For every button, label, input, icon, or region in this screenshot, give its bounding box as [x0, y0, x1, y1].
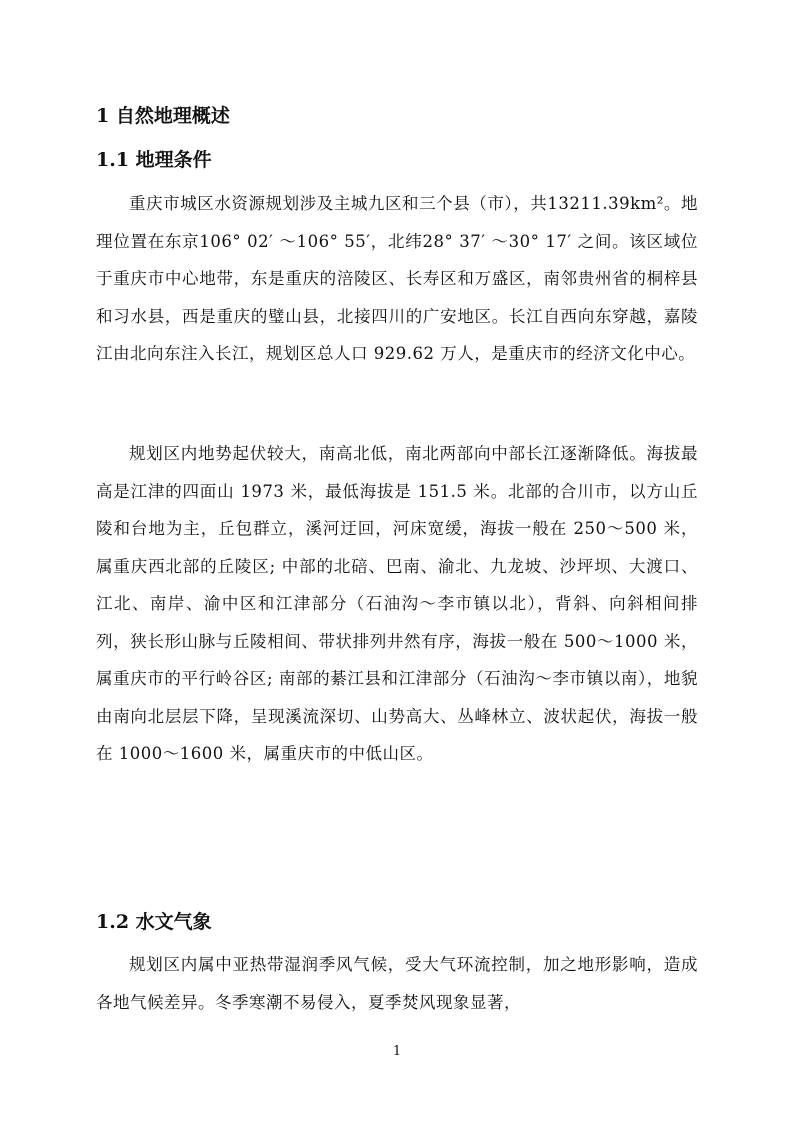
section-heading-1-2: 1.2 水文气象	[96, 911, 212, 933]
section-heading-1: 1 自然地理概述	[96, 105, 230, 127]
section-heading-1-1: 1.1 地理条件	[96, 149, 212, 171]
paragraph-geography: 重庆市城区水资源规划涉及主城九区和三个县（市），共13211.39km²。地理位置在东京106° 02′ ～106° 55′，北纬28° 37′ ～30° 17′ 之间。该区域位于重庆市中心地带，东是重庆的涪陵区、长寿区和万盛区，南邻贵州省的桐梓县和习水县，西是重庆的璧山县，北接四川的广安地区。长江自西向东穿越，嘉陵江由北向东注入长江，规划区总人口 929.62 万人，是重庆市的经济文化中心。	[96, 194, 698, 363]
paragraph-terrain: 规划区内地势起伏较大，南高北低，南北两部向中部长江逐渐降低。海拔最高是江津的四面山 1973 米，最低海拔是 151.5 米。北部的合川市，以方山丘陵和台地为主，丘包群立，溪河迂回，河床宽缓，海拔一般在 250～500 米，属重庆西北部的丘陵区; 中部的北碚、巴南、渝北、九龙坡、沙坪坝、大渡口、江北、南岸、渝中区和江津部分（石油沟～李市镇以北），背斜、向斜相间排列，狭长形山脉与丘陵相间、带状排列井然有序，海拔一般在 500～1000 米，属重庆市的平行岭谷区; 南部的綦江县和江津部分（石油沟～李市镇以南），地貌由南向北层层下降，呈现溪流深切、山势高大、丛峰林立、波状起伏，海拔一般在 1000～1600 米，属重庆市的中低山区。	[96, 444, 698, 763]
page-number: 1	[392, 1044, 402, 1059]
paragraph-climate: 规划区内属中亚热带湿润季风气候，受大气环流控制，加之地形影响，造成各地气候差异。冬季寒潮不易侵入，夏季焚风现象显著，	[96, 955, 698, 1012]
